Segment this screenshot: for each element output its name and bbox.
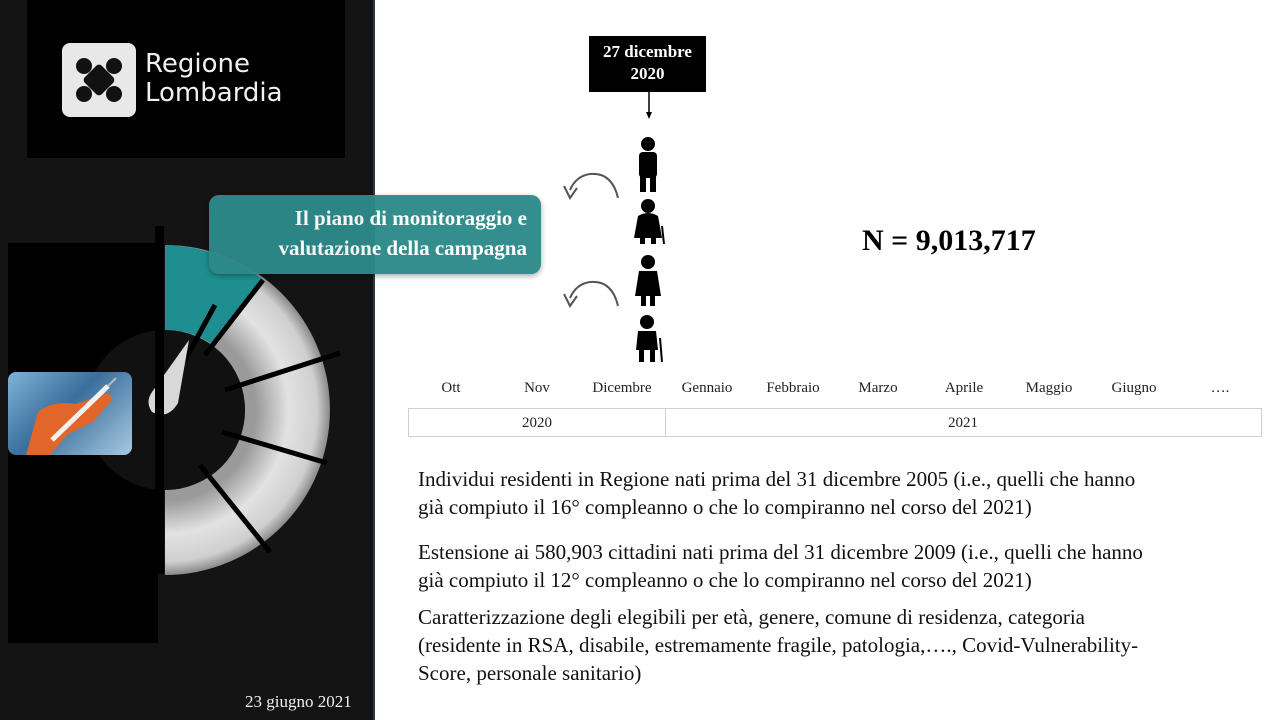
start-date-line2: 2020 xyxy=(630,64,665,83)
curved-arrow-icon xyxy=(562,276,622,310)
month-label: Maggio xyxy=(1025,380,1073,396)
woman-person-icon xyxy=(635,255,661,306)
month-label: Gennaio xyxy=(681,380,733,396)
vaccination-photo xyxy=(8,372,132,455)
logo-line2: Lombardia xyxy=(145,78,283,108)
adult-person-icon xyxy=(639,137,657,192)
decorative-black-strip xyxy=(155,226,164,574)
paragraph-line: Score, personale sanitario) xyxy=(418,661,642,685)
gauge-dial-graphic xyxy=(0,0,373,720)
month-label: Nov xyxy=(524,380,550,396)
month-label: Marzo xyxy=(858,380,898,396)
start-date-line1: 27 dicembre xyxy=(603,42,692,61)
month-label: Ott xyxy=(441,380,461,396)
section-label-line1: Il piano di monitoraggio e xyxy=(294,206,527,230)
population-icons xyxy=(620,130,680,365)
month-label: Dicembre xyxy=(592,380,652,396)
year-label: 2020 xyxy=(522,415,552,431)
paragraph-extension-2009 xyxy=(418,538,1268,594)
paragraph-eligible-2005 xyxy=(418,465,1268,521)
sidebar-panel xyxy=(0,0,375,720)
month-label: …. xyxy=(1210,380,1230,396)
footer-date: 23 giugno 2021 xyxy=(245,692,352,711)
year-label: 2021 xyxy=(948,415,978,431)
paragraph-line: già compiuto il 16° compleanno o che lo compiranno nel corso del 2021) xyxy=(418,495,1032,519)
elderly-woman-icon xyxy=(634,199,664,244)
paragraph-line: Estensione ai 580,903 cittadini nati prima del 31 dicembre 2009 (i.e., quelli che hanno xyxy=(418,540,1143,564)
elderly-man-icon xyxy=(636,315,662,362)
paragraph-line: (residente in RSA, disabile, estremamente fragile, patologia,…., Covid-Vulnerability- xyxy=(418,633,1139,657)
year-row xyxy=(408,408,1262,437)
start-date-box xyxy=(589,36,706,92)
paragraph-line: Individui residenti in Regione nati prima del 31 dicembre 2005 (i.e., quelli che hanno xyxy=(418,467,1136,491)
curved-arrow-icon xyxy=(562,168,622,202)
month-label: Aprile xyxy=(944,380,984,396)
section-label-line2: valutazione della campagna xyxy=(278,236,527,260)
paragraph-characterization xyxy=(418,603,1268,687)
population-count: N = 9,013,717 xyxy=(862,224,1036,257)
month-label: Febbraio xyxy=(766,380,820,396)
down-arrow-icon xyxy=(646,92,652,120)
paragraph-line: già compiuto il 12° compleanno o che lo compiranno nel corso del 2021) xyxy=(418,568,1032,592)
paragraph-line: Caratterizzazione degli elegibili per età, genere, comune di residenza, categoria xyxy=(418,605,1085,629)
logo-line1: Regione xyxy=(145,49,251,79)
section-label xyxy=(209,195,541,274)
month-label: Giugno xyxy=(1111,380,1157,396)
year-divider xyxy=(665,409,666,436)
